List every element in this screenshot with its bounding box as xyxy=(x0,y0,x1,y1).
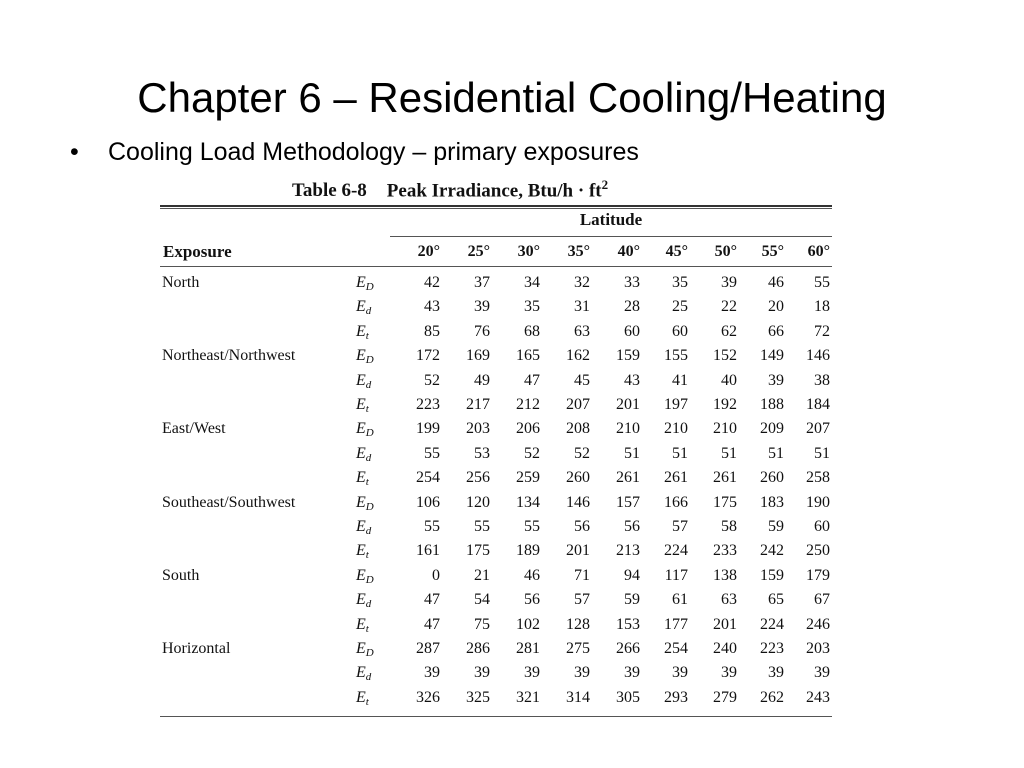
table-cell: 207 xyxy=(806,420,830,437)
symbol-letter: E xyxy=(356,372,366,389)
table-cell: 55 xyxy=(814,274,830,291)
exposure-name: South xyxy=(162,567,200,584)
table-cell: 233 xyxy=(713,542,737,559)
table-cell: 149 xyxy=(760,347,784,364)
table-cell: 43 xyxy=(624,372,640,389)
table-cell: 60 xyxy=(814,518,830,535)
table-cell: 128 xyxy=(566,616,590,633)
symbol-subscript: D xyxy=(365,647,374,659)
exposure-header: Exposure xyxy=(163,242,232,261)
irradiance-symbol xyxy=(356,272,374,298)
table-cell: 262 xyxy=(760,689,784,706)
table-cell: 72 xyxy=(814,323,830,340)
irradiance-symbol xyxy=(356,687,369,713)
table-cell: 59 xyxy=(768,518,784,535)
table-cell: 94 xyxy=(624,567,640,584)
table-cell: 62 xyxy=(721,323,737,340)
table-cell: 37 xyxy=(474,274,490,291)
table-cell: 0 xyxy=(432,567,440,584)
symbol-letter: E xyxy=(356,567,366,584)
table-cell: 68 xyxy=(524,323,540,340)
table-cell: 254 xyxy=(416,469,440,486)
latitude-column-header: 35° xyxy=(567,243,590,260)
table-cell: 260 xyxy=(760,469,784,486)
table-cell: 59 xyxy=(624,591,640,608)
table-cell: 55 xyxy=(424,445,440,462)
table-cell: 325 xyxy=(466,689,490,706)
symbol-subscript: d xyxy=(365,671,372,683)
symbol-letter: E xyxy=(356,542,366,559)
table-cell: 281 xyxy=(516,640,540,657)
table-cell: 39 xyxy=(474,664,490,681)
table-cell: 55 xyxy=(524,518,540,535)
symbol-subscript: t xyxy=(365,476,369,488)
irradiance-symbol xyxy=(356,614,369,640)
table-cell: 206 xyxy=(516,420,540,437)
table-cell: 203 xyxy=(806,640,830,657)
symbol-subscript: d xyxy=(365,598,372,610)
table-cell: 177 xyxy=(664,616,688,633)
table-cell: 85 xyxy=(424,323,440,340)
table-cell: 21 xyxy=(474,567,490,584)
table-cell: 201 xyxy=(566,542,590,559)
table-cell: 184 xyxy=(806,396,830,413)
table-cell: 51 xyxy=(672,445,688,462)
table-title: Peak Irradiance, Btu/h · ft xyxy=(386,180,602,202)
table-cell: 57 xyxy=(574,591,590,608)
table-cell: 54 xyxy=(474,591,490,608)
table-cell: 275 xyxy=(566,640,590,657)
table-cell: 31 xyxy=(574,298,590,315)
table-cell: 287 xyxy=(416,640,440,657)
symbol-subscript: t xyxy=(365,403,369,415)
latitude-column-header: 30° xyxy=(517,243,540,260)
table-cell: 286 xyxy=(466,640,490,657)
table-cell: 169 xyxy=(466,347,490,364)
table-cell: 201 xyxy=(616,396,640,413)
irradiance-symbol xyxy=(356,443,371,469)
symbol-letter: E xyxy=(356,445,366,462)
exposure-name: Northeast/Northwest xyxy=(162,347,296,364)
table-cell: 39 xyxy=(624,664,640,681)
table-cell: 51 xyxy=(814,445,830,462)
table-cell: 39 xyxy=(424,664,440,681)
table-cell: 56 xyxy=(574,518,590,535)
table-cell: 60 xyxy=(624,323,640,340)
table-cell: 45 xyxy=(574,372,590,389)
slide-title: Chapter 6 – Residential Cooling/Heating xyxy=(137,74,887,121)
irradiance-symbol xyxy=(356,662,371,688)
table-cell: 212 xyxy=(516,396,540,413)
table-cell: 213 xyxy=(616,542,640,559)
table-cell: 293 xyxy=(664,689,688,706)
symbol-letter: E xyxy=(356,469,366,486)
symbol-subscript: D xyxy=(365,501,374,513)
table-cell: 58 xyxy=(721,518,737,535)
table-cell: 208 xyxy=(566,420,590,437)
table-cell: 52 xyxy=(424,372,440,389)
table-cell: 155 xyxy=(664,347,688,364)
symbol-subscript: D xyxy=(365,427,374,439)
table-cell: 56 xyxy=(624,518,640,535)
table-cell: 243 xyxy=(806,689,830,706)
symbol-subscript: d xyxy=(365,452,372,464)
table-cell: 38 xyxy=(814,372,830,389)
irradiance-symbol xyxy=(356,345,374,371)
table-cell: 183 xyxy=(760,494,784,511)
table-cell: 146 xyxy=(806,347,830,364)
latitude-column-header: 50° xyxy=(714,243,737,260)
irradiance-symbol xyxy=(356,638,374,664)
symbol-letter: E xyxy=(356,396,366,413)
table-cell: 28 xyxy=(624,298,640,315)
table-cell: 210 xyxy=(664,420,688,437)
symbol-letter: E xyxy=(356,640,366,657)
table-cell: 189 xyxy=(516,542,540,559)
symbol-subscript: D xyxy=(365,574,374,586)
table-cell: 175 xyxy=(466,542,490,559)
table-cell: 66 xyxy=(768,323,784,340)
table-cell: 51 xyxy=(721,445,737,462)
table-cell: 261 xyxy=(616,469,640,486)
symbol-letter: E xyxy=(356,420,366,437)
table-cell: 117 xyxy=(664,567,688,584)
table-cell: 106 xyxy=(416,494,440,511)
table-cell: 63 xyxy=(721,591,737,608)
table-cell: 75 xyxy=(474,616,490,633)
symbol-letter: E xyxy=(356,274,366,291)
table-cell: 35 xyxy=(672,274,688,291)
table-cell: 57 xyxy=(672,518,688,535)
symbol-subscript: d xyxy=(365,525,372,537)
table-cell: 326 xyxy=(416,689,440,706)
latitude-column-header: 60° xyxy=(807,243,830,260)
bullet-text: Cooling Load Methodology – primary exposures xyxy=(108,138,639,166)
irradiance-symbol xyxy=(356,467,369,493)
symbol-subscript: d xyxy=(365,379,372,391)
table-cell: 250 xyxy=(806,542,830,559)
symbol-letter: E xyxy=(356,494,366,511)
table-cell: 51 xyxy=(624,445,640,462)
symbol-letter: E xyxy=(356,616,366,633)
irradiance-symbol xyxy=(356,418,374,444)
latitude-column-header: 40° xyxy=(617,243,640,260)
table-cell: 199 xyxy=(416,420,440,437)
table-number: Table 6-8 xyxy=(292,180,367,202)
table-cell: 321 xyxy=(516,689,540,706)
table-cell: 305 xyxy=(616,689,640,706)
irradiance-symbol xyxy=(356,540,369,566)
irradiance-symbol xyxy=(356,370,371,396)
table-cell: 259 xyxy=(516,469,540,486)
table-cell: 46 xyxy=(768,274,784,291)
table-cell: 152 xyxy=(713,347,737,364)
table-cell: 39 xyxy=(524,664,540,681)
table-cell: 224 xyxy=(760,616,784,633)
table-cell: 138 xyxy=(713,567,737,584)
table-cell: 65 xyxy=(768,591,784,608)
latitude-header: Latitude xyxy=(579,210,643,229)
table-cell: 46 xyxy=(524,567,540,584)
table-cell: 223 xyxy=(760,640,784,657)
table-cell: 43 xyxy=(424,298,440,315)
table-cell: 42 xyxy=(424,274,440,291)
symbol-letter: E xyxy=(356,298,366,315)
symbol-subscript: D xyxy=(365,354,374,366)
table-cell: 52 xyxy=(524,445,540,462)
irradiance-symbol xyxy=(356,296,371,322)
table-cell: 159 xyxy=(760,567,784,584)
table-top-rule xyxy=(160,205,832,207)
irradiance-symbol xyxy=(356,492,374,518)
table-cell: 162 xyxy=(566,347,590,364)
table-cell: 39 xyxy=(721,664,737,681)
table-cell: 165 xyxy=(516,347,540,364)
table-cell: 76 xyxy=(474,323,490,340)
table-cell: 52 xyxy=(574,445,590,462)
table-cell: 35 xyxy=(524,298,540,315)
table-cell: 210 xyxy=(616,420,640,437)
table-cell: 67 xyxy=(814,591,830,608)
exposure-name: Horizontal xyxy=(162,640,231,657)
irradiance-symbol xyxy=(356,565,374,591)
table-cell: 39 xyxy=(721,274,737,291)
symbol-letter: E xyxy=(356,518,366,535)
table-cell: 210 xyxy=(713,420,737,437)
table-cell: 41 xyxy=(672,372,688,389)
table-cell: 146 xyxy=(566,494,590,511)
table-cell: 49 xyxy=(474,372,490,389)
latitude-column-header: 55° xyxy=(761,243,784,260)
table-cell: 217 xyxy=(466,396,490,413)
table-cell: 157 xyxy=(616,494,640,511)
irradiance-symbol xyxy=(356,516,371,542)
header-bottom-rule xyxy=(160,266,832,267)
symbol-letter: E xyxy=(356,664,366,681)
latitude-column-header: 45° xyxy=(665,243,688,260)
table-cell: 39 xyxy=(672,664,688,681)
symbol-subscript: t xyxy=(365,549,369,561)
table-cell: 240 xyxy=(713,640,737,657)
bullet-item xyxy=(70,136,639,168)
table-cell: 47 xyxy=(424,616,440,633)
symbol-letter: E xyxy=(356,323,366,340)
table-cell: 197 xyxy=(664,396,688,413)
table-cell: 63 xyxy=(574,323,590,340)
table-cell: 134 xyxy=(516,494,540,511)
table-cell: 166 xyxy=(664,494,688,511)
table-cell: 102 xyxy=(516,616,540,633)
latitude-column-header: 25° xyxy=(467,243,490,260)
table-cell: 254 xyxy=(664,640,688,657)
table-cell: 172 xyxy=(416,347,440,364)
table-cell: 209 xyxy=(760,420,784,437)
table-cell: 223 xyxy=(416,396,440,413)
table-cell: 256 xyxy=(466,469,490,486)
irradiance-symbol xyxy=(356,589,371,615)
table-cell: 47 xyxy=(524,372,540,389)
table-cell: 34 xyxy=(524,274,540,291)
table-cell: 207 xyxy=(566,396,590,413)
irradiance-symbol xyxy=(356,394,369,420)
symbol-subscript: D xyxy=(365,281,374,293)
table-cell: 266 xyxy=(616,640,640,657)
table-cell: 179 xyxy=(806,567,830,584)
table-cell: 314 xyxy=(566,689,590,706)
table-title-exponent: 2 xyxy=(601,177,609,192)
table-cell: 201 xyxy=(713,616,737,633)
table-cell: 261 xyxy=(713,469,737,486)
symbol-letter: E xyxy=(356,689,366,706)
table-cell: 18 xyxy=(814,298,830,315)
exposure-name: North xyxy=(162,274,200,291)
table-cell: 47 xyxy=(424,591,440,608)
table-cell: 153 xyxy=(616,616,640,633)
table-cell: 55 xyxy=(424,518,440,535)
symbol-subscript: d xyxy=(365,305,372,317)
table-cell: 260 xyxy=(566,469,590,486)
exposure-name: Southeast/Southwest xyxy=(162,494,296,511)
table-cell: 33 xyxy=(624,274,640,291)
table-cell: 258 xyxy=(806,469,830,486)
table-cell: 32 xyxy=(574,274,590,291)
table-cell: 40 xyxy=(721,372,737,389)
table-cell: 242 xyxy=(760,542,784,559)
table-cell: 61 xyxy=(672,591,688,608)
table-cell: 175 xyxy=(713,494,737,511)
symbol-subscript: t xyxy=(365,330,369,342)
table-cell: 39 xyxy=(768,372,784,389)
symbol-subscript: t xyxy=(365,623,369,635)
irradiance-symbol xyxy=(356,321,369,347)
table-cell: 39 xyxy=(768,664,784,681)
table-cell: 279 xyxy=(713,689,737,706)
table-cell: 159 xyxy=(616,347,640,364)
table-cell: 120 xyxy=(466,494,490,511)
table-cell: 55 xyxy=(474,518,490,535)
table-cell: 39 xyxy=(574,664,590,681)
table-caption xyxy=(292,172,608,204)
table-cell: 246 xyxy=(806,616,830,633)
table-cell: 203 xyxy=(466,420,490,437)
table-cell: 192 xyxy=(713,396,737,413)
table-cell: 22 xyxy=(721,298,737,315)
table-cell: 71 xyxy=(574,567,590,584)
symbol-letter: E xyxy=(356,347,366,364)
exposure-name: East/West xyxy=(162,420,226,437)
latitude-column-header: 20° xyxy=(417,243,440,260)
latitude-underline xyxy=(390,236,832,237)
table-cell: 60 xyxy=(672,323,688,340)
table-cell: 20 xyxy=(768,298,784,315)
table-bottom-rule xyxy=(160,716,832,717)
bullet-marker: • xyxy=(70,138,79,166)
table-cell: 161 xyxy=(416,542,440,559)
table-cell: 39 xyxy=(814,664,830,681)
table-cell: 224 xyxy=(664,542,688,559)
symbol-subscript: t xyxy=(365,696,369,708)
symbol-letter: E xyxy=(356,591,366,608)
table-cell: 53 xyxy=(474,445,490,462)
table-cell: 261 xyxy=(664,469,688,486)
table-cell: 25 xyxy=(672,298,688,315)
table-cell: 39 xyxy=(474,298,490,315)
table-cell: 51 xyxy=(768,445,784,462)
table-cell: 56 xyxy=(524,591,540,608)
table-cell: 190 xyxy=(806,494,830,511)
table-cell: 188 xyxy=(760,396,784,413)
